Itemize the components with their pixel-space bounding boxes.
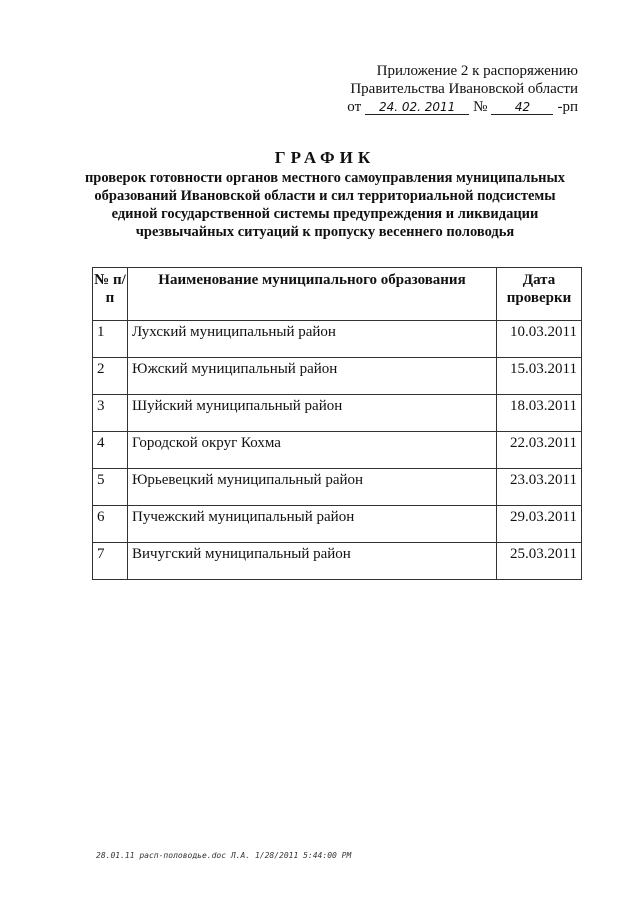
row-number: 1 xyxy=(93,321,128,358)
row-number: 5 xyxy=(93,469,128,506)
table-row xyxy=(93,506,582,543)
table-row xyxy=(93,543,582,580)
title-block xyxy=(60,147,590,241)
subtitle-line: единой государственной системы предупреждения и ликвидации xyxy=(111,206,539,222)
table-row xyxy=(93,432,582,469)
inspection-schedule-table xyxy=(92,267,582,580)
table-row xyxy=(93,469,582,506)
header-number: № п/п xyxy=(93,268,128,321)
row-municipality: Вичугский муниципальный район xyxy=(128,543,497,580)
row-date: 22.03.2011 xyxy=(497,432,582,469)
row-number: 4 xyxy=(93,432,128,469)
row-municipality: Городской округ Кохма xyxy=(128,432,497,469)
number-sign: № xyxy=(473,99,488,115)
subtitle-line: чрезвычайных ситуаций к пропуску весеннего половодья xyxy=(135,224,515,240)
row-date: 10.03.2011 xyxy=(497,321,582,358)
row-number: 2 xyxy=(93,358,128,395)
row-municipality: Южский муниципальный район xyxy=(128,358,497,395)
row-number: 7 xyxy=(93,543,128,580)
row-number: 6 xyxy=(93,506,128,543)
table-row xyxy=(93,358,582,395)
order-number: 42 xyxy=(491,100,553,115)
row-date: 18.03.2011 xyxy=(497,395,582,432)
annex-line-2: Правительства Ивановской области xyxy=(350,81,578,97)
subtitle-line: образований Ивановской области и сил территориальной подсистемы xyxy=(94,188,556,204)
file-footer: 28.01.11 расп-половодье.doc Л.А. 1/28/2011 5:44:00 PM xyxy=(96,851,352,860)
row-municipality: Пучежский муниципальный район xyxy=(128,506,497,543)
row-date: 29.03.2011 xyxy=(497,506,582,543)
annex-reference xyxy=(318,98,578,116)
order-date: 24. 02. 2011 xyxy=(365,100,469,115)
table-row xyxy=(93,321,582,358)
row-date: 25.03.2011 xyxy=(497,543,582,580)
table-header-row xyxy=(93,268,582,321)
header-municipality: Наименование муниципального образования xyxy=(128,268,497,321)
annex-line-1: Приложение 2 к распоряжению xyxy=(376,63,578,79)
header-date: Дата проверки xyxy=(497,268,582,321)
row-date: 15.03.2011 xyxy=(497,358,582,395)
row-municipality: Лухский муниципальный район xyxy=(128,321,497,358)
table-row xyxy=(93,395,582,432)
document-title: ГРАФИК xyxy=(274,148,376,167)
annex-block xyxy=(318,62,578,116)
row-date: 23.03.2011 xyxy=(497,469,582,506)
row-municipality: Шуйский муниципальный район xyxy=(128,395,497,432)
row-number: 3 xyxy=(93,395,128,432)
from-label: от xyxy=(347,99,362,115)
subtitle-line: проверок готовности органов местного самоуправления муниципальных xyxy=(84,170,566,186)
number-suffix: -рп xyxy=(557,99,578,115)
row-municipality: Юрьевецкий муниципальный район xyxy=(128,469,497,506)
